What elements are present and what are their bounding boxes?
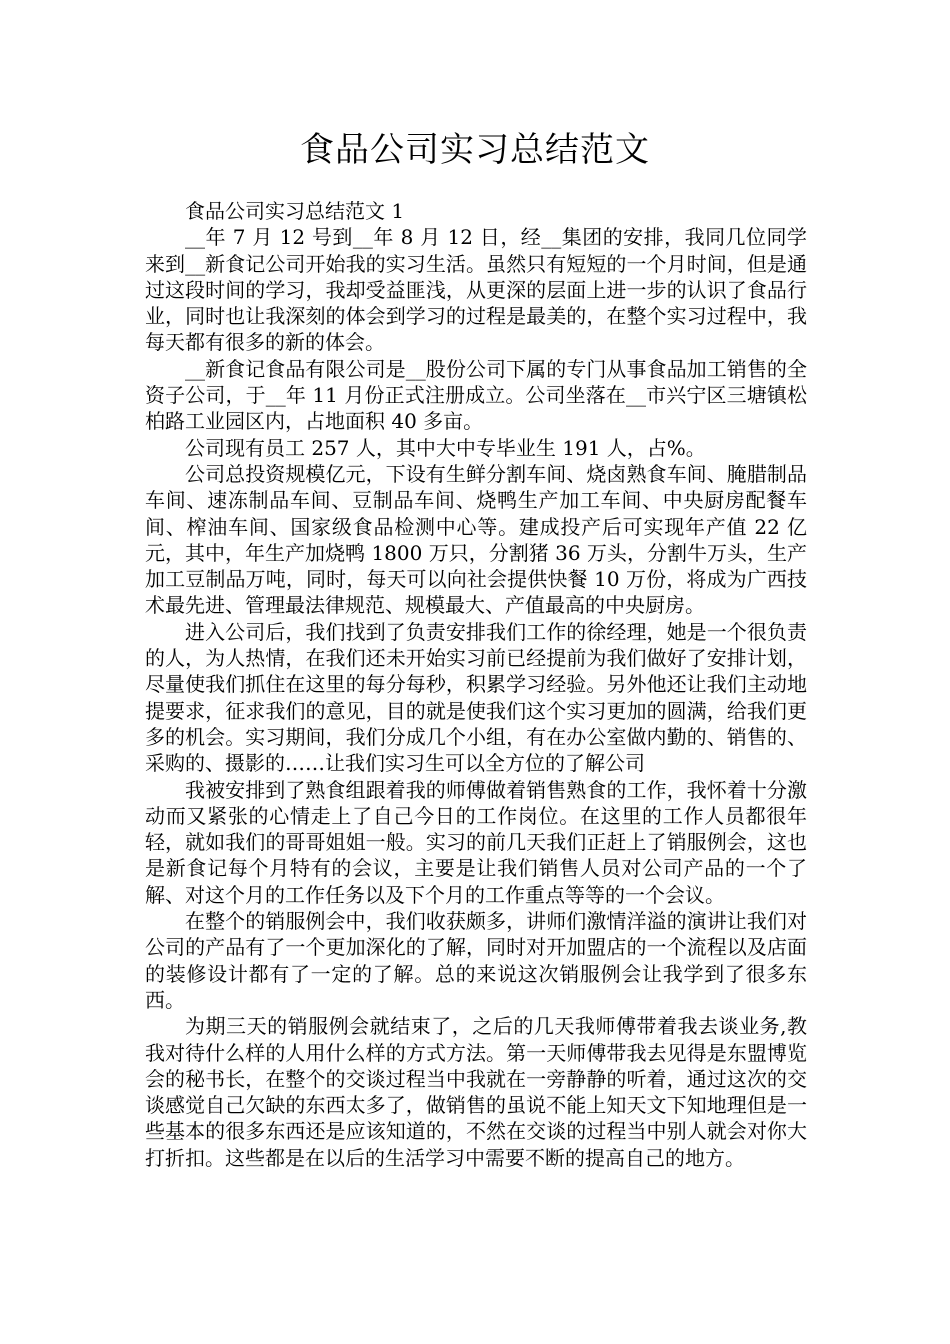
document-title: 食品公司实习总结范文	[300, 130, 650, 170]
document-body	[145, 198, 807, 1171]
paragraph: 在整个的销服例会中，我们收获颇多，讲师们激情洋溢的演讲让我们对公司的产品有了一个更加深化的了解，同时对开加盟店的一个流程以及店面的装修设计都有了一定的了解。总的来说这次销服例会让我学到了很多东西。	[145, 909, 807, 1012]
paragraph: __年 7 月 12 号到__年 8 月 12 日，经__集团的安排，我同几位同学来到__新食记公司开始我的实习生活。虽然只有短短的一个月时间，但是通过这段时间的学习，我却受益匪浅，从更深的层面上进一步的认识了食品行业，同时也让我深刻的体会到学习的过程是最美的，在整个实习过程中，我每天都有很多的新的体会。	[145, 225, 807, 355]
paragraph: 为期三天的销服例会就结束了，之后的几天我师傅带着我去谈业务,教我对待什么样的人用什么样的方式方法。第一天师傅带我去见得是东盟博览会的秘书长，在整个的交谈过程当中我就在一旁静静的听着，通过这次的交谈感觉自己欠缺的东西太多了，做销售的虽说不能上知天文下知地理但是一些基本的很多东西还是应该知道的，不然在交谈的过程当中别人就会对你大打折扣。这些都是在以后的生活学习中需要不断的提高自己的地方。	[145, 1014, 807, 1170]
section-heading: 食品公司实习总结范文 1	[185, 199, 405, 223]
paragraph: __新食记食品有限公司是__股份公司下属的专门从事食品加工销售的全资子公司，于__年 11 月份正式注册成立。公司坐落在__市兴宁区三塘镇松柏路工业园区内，占地面积 40 多亩。	[145, 356, 807, 434]
paragraph: 我被安排到了熟食组跟着我的师傅做着销售熟食的工作，我怀着十分激动而又紧张的心情走上了自己今日的工作岗位。在这里的工作人员都很年轻，就如我们的哥哥姐姐一般。实习的前几天我们正赶上了销服例会，这也是新食记每个月特有的会议，主要是让我们销售人员对公司产品的一个了解、对这个月的工作任务以及下个月的工作重点等等的一个会议。	[145, 777, 807, 907]
paragraph: 公司现有员工 257 人，其中大中专毕业生 191 人，占%。	[185, 435, 706, 460]
paragraph: 进入公司后，我们找到了负责安排我们工作的徐经理，她是一个很负责的人，为人热情，在我们还未开始实习前已经提前为我们做好了安排计划，尽量使我们抓住在这里的每分每秒，积累学习经验。另外他还让我们主动地提要求，征求我们的意见，目的就是使我们这个实习更加的圆满，给我们更多的机会。实习期间，我们分成几个小组，有在办公室做内勤的、销售的、采购的、摄影的……让我们实习生可以全方位的了解公司	[145, 619, 807, 776]
paragraph: 公司总投资规模亿元，下设有生鲜分割车间、烧卤熟食车间、腌腊制品车间、速冻制品车间、豆制品车间、烧鸭生产加工车间、中央厨房配餐车间、榨油车间、国家级食品检测中心等。建成投产后可实现年产值 22 亿元，其中，年生产加烧鸭 1800 万只，分割猪 36 万头，分割牛万头，生产加工豆制品万吨，同时，每天可以向社会提供快餐 10 万份，将成为广西技术最先进、管理最法律规范、规模最大、产值最高的中央厨房。	[145, 461, 807, 618]
